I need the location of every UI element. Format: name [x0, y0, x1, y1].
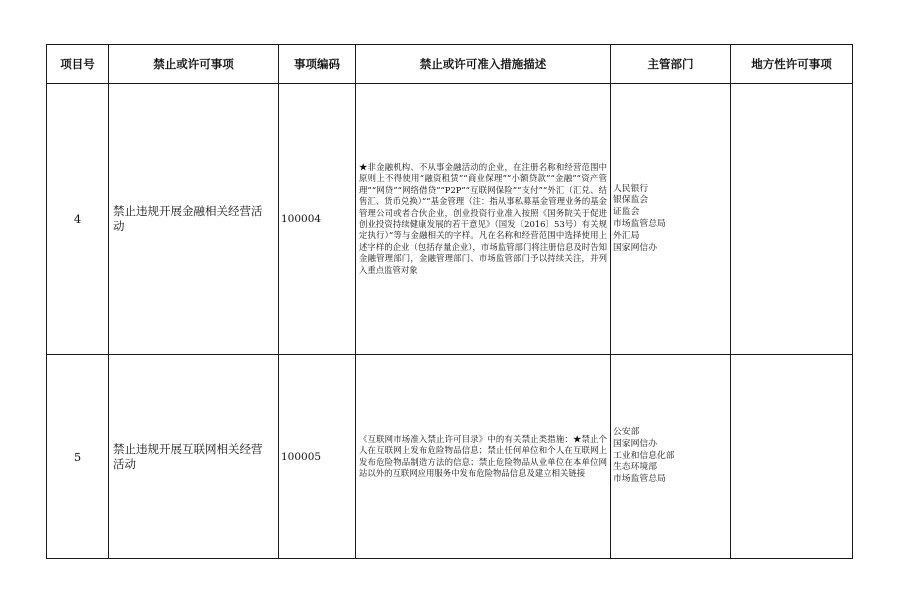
item-number: 5	[47, 355, 109, 559]
header-department: 主管部门	[611, 45, 731, 84]
header-local-permit: 地方性许可事项	[731, 45, 853, 84]
department-item: 证监会	[613, 207, 640, 218]
table-row	[47, 355, 853, 559]
local-permit-cell	[731, 84, 853, 355]
header-item-name: 禁止或许可事项	[109, 45, 279, 84]
item-number: 4	[47, 84, 109, 355]
market-access-table	[46, 44, 853, 559]
department-item: 银保监会	[613, 195, 649, 206]
local-permit-cell	[731, 355, 853, 559]
department-item: 国家网信办	[613, 438, 657, 449]
department-item: 工业和信息化部	[613, 450, 675, 461]
item-name: 禁止违规开展互联网相关经营活动	[109, 355, 279, 559]
item-name: 禁止违规开展金融相关经营活动	[109, 84, 279, 355]
header-row	[47, 45, 853, 84]
measure-description: 《互联网市场准入禁止许可目录》中的有关禁止类措施：★禁止个人在互联网上发布危险物品信息；禁止任何单位和个人在互联网上发布危险物品制造方法的信息；禁止危险物品从业单位在本单位网站以外的互联网应用服务中发布危险物品信息及建立相关链接	[356, 355, 611, 559]
item-code: 100004	[279, 84, 356, 355]
header-item-code: 事项编码	[279, 45, 356, 84]
item-code: 100005	[279, 355, 356, 559]
department-item: 公安部	[613, 427, 640, 437]
table-row	[47, 84, 853, 355]
department-item: 生态环境部	[613, 462, 657, 473]
department-item: 市场监管总局	[613, 474, 666, 485]
department-item: 人民银行	[613, 183, 649, 194]
department-list	[611, 84, 731, 355]
header-item-number: 项目号	[47, 45, 109, 84]
department-list	[611, 355, 731, 559]
department-item: 市场监管总局	[613, 219, 666, 229]
measure-description: ★非金融机构、不从事金融活动的企业，在注册名称和经营范围中原则上不得使用“融资租赁”“商业保理”“小额贷款”“金融”“资产管理”“网贷”“网络借贷”“P2P”“互联网保险”“支付”“外汇（汇兑、结售汇、货币兑换）”“基金管理（注：指从事私募基金管理业务的基金管理公司或者合伙企业，创业投资行业准入按照《国务院关于促进创业投资持续健康发展的若干意见》（国发〔2016〕53号）有关规定执行）”等与金融相关的字样。凡在名称和经营范围中选择使用上述字样的企业（包括存量企业），市场监管部门将注册信息及时告知金融管理部门，金融管理部门、市场监管部门予以持续关注，并列入重点监管对象	[356, 84, 611, 355]
department-item: 外汇局	[613, 230, 640, 241]
department-item: 国家网信办	[613, 242, 657, 253]
header-measure-description: 禁止或许可准入措施描述	[356, 45, 611, 84]
